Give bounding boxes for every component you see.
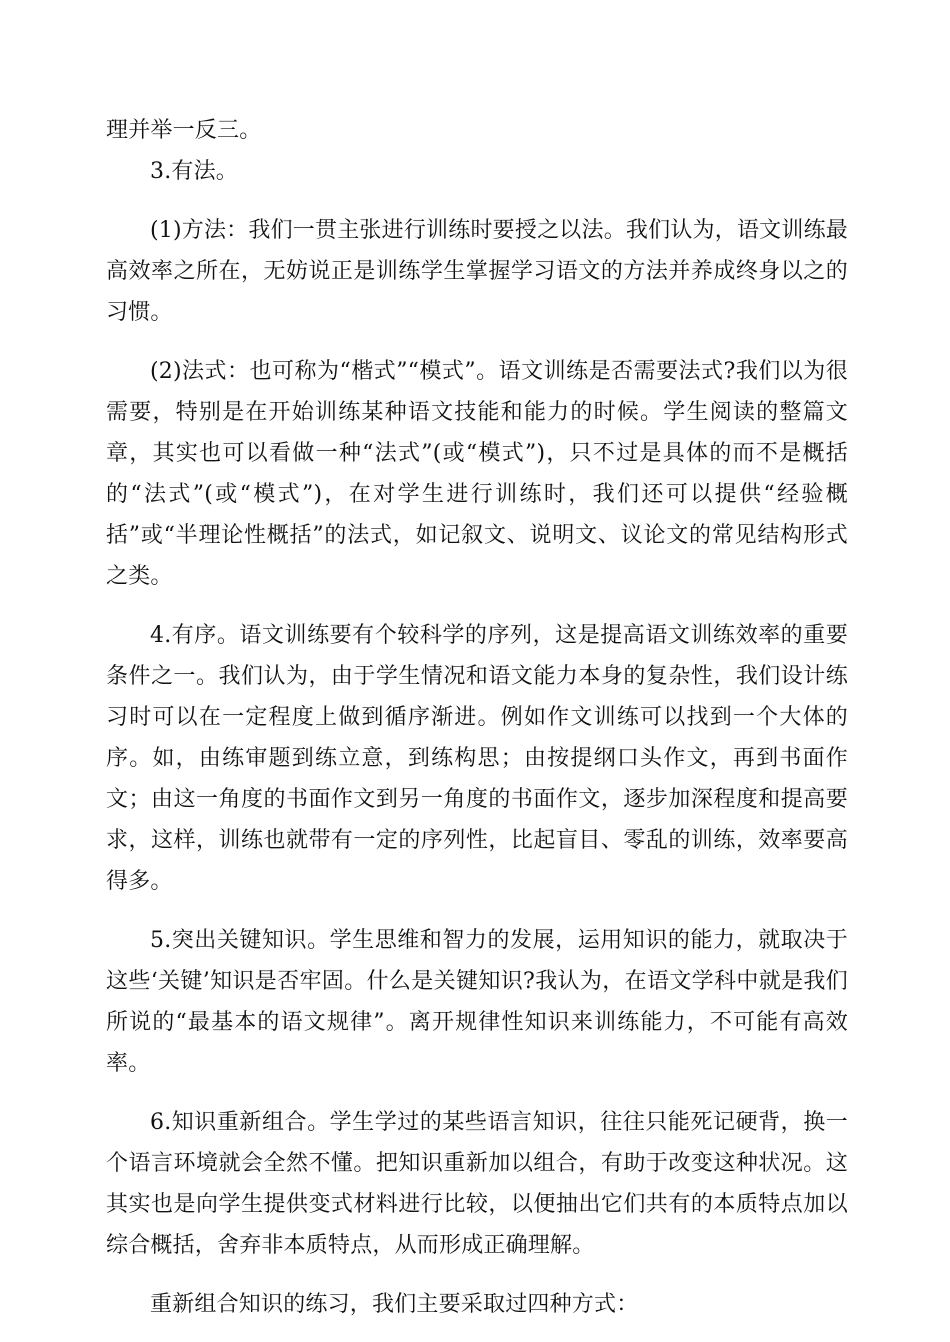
paragraph-recombination: 6.知识重新组合。学生学过的某些语言知识，往往只能死记硬背，换一个语言环境就会全然不懂。把知识重新加以组合，有助于改变这种状况。这其实也是向学生提供变式材料进行比较，以便抽出它们共有的本质特点加以综合概括，舍弃非本质特点，从而形成正确理解。 xyxy=(106,1110,848,1258)
paragraph-method: (1)方法：我们一贯主张进行训练时要授之以法。我们认为，语文训练最高效率之所在，无妨说正是训练学生掌握学习语文的方法并养成终身以之的习惯。 xyxy=(106,218,848,325)
document-page xyxy=(106,110,848,1325)
paragraph-four-methods: 重新组合知识的练习，我们主要采取过四种方式： xyxy=(150,1292,639,1317)
paragraph-sequence: 4.有序。语文训练要有个较科学的序列，这是提高语文训练效率的重要条件之一。我们认为，由于学生情况和语文能力本身的复杂性，我们设计练习时可以在一定程度上做到循序渐进。例如作文训练可以找到一个大体的序。如，由练审题到练立意，到练构思；由按提纲口头作文，再到书面作文；由这一角度的书面作文到另一角度的书面作文，逐步加深程度和提高要求，这样，训练也就带有一定的序列性，比起盲目、零乱的训练，效率要高得多。 xyxy=(106,623,848,894)
paragraph-pattern: (2)法式：也可称为“楷式”“模式”。语文训练是否需要法式?我们以为很需要，特别是在开始训练某种语文技能和能力的时候。学生阅读的整篇文章，其实也可以看做一种“法式”(或“模式”)，只不过是具体的而不是概括的“法式”(或“模式”)，在对学生进行训练时，我们还可以提供“经验概括”或“半理论性概括”的法式，如记叙文、说明文、议论文的常见结构形式之类。 xyxy=(106,359,848,589)
paragraph-key-knowledge: 5.突出关键知识。学生思维和智力的发展，运用知识的能力，就取决于这些‘关键’知识是否牢固。什么是关键知识?我认为，在语文学科中就是我们所说的“最基本的语文规律”。离开规律性知识来训练能力，不可能有高效率。 xyxy=(106,928,848,1076)
paragraph-heading-3: 3.有法。 xyxy=(150,159,238,184)
paragraph-continuation: 理并举一反三。 xyxy=(106,118,262,143)
